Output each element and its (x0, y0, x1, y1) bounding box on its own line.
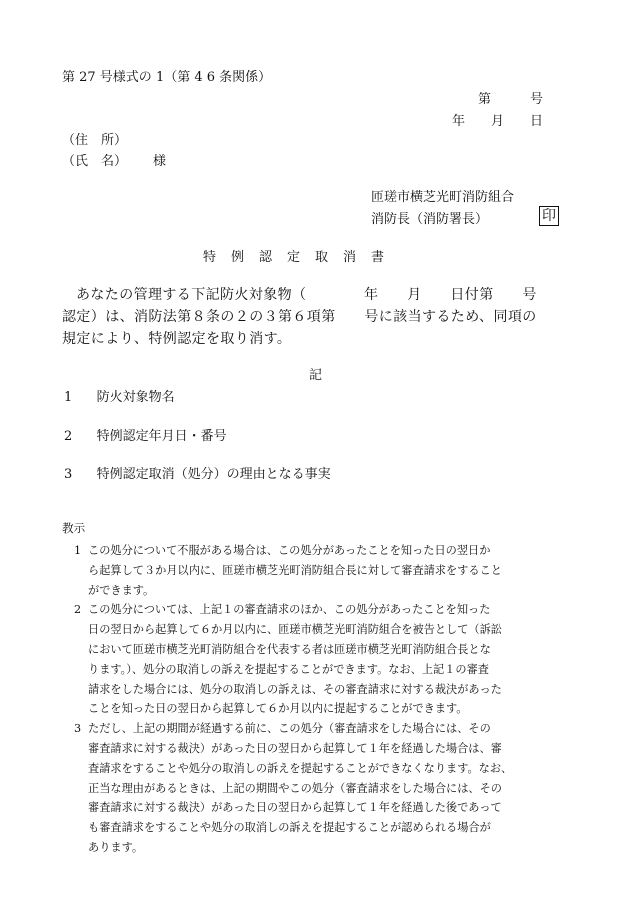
notice-line: 日の翌日から起算して６か月以内に、匝瑳市横芝光町消防組合を被告として（訴訟 (88, 623, 502, 637)
name-label: （氏 名） (62, 154, 128, 169)
notice-line: 正当な理由があるときは、上記の期間やこの処分（審査請求をした場合には、その (88, 781, 502, 795)
item-1 (64, 386, 175, 405)
doc-number: 第 号 (478, 92, 544, 107)
notice-list (62, 541, 562, 858)
notice-line: ります。）、処分の取消しの訴えを提起することができます。なお、上記１の審査 (88, 662, 489, 676)
item-2 (64, 425, 227, 444)
item-3 (64, 463, 331, 482)
notice-heading: 教示 (62, 521, 86, 535)
sender-organization: 匝瑳市横芝光町消防組合 (371, 190, 515, 205)
notice-line: ら起算して３か月以内に、匝瑳市横芝光町消防組合長に対して審査請求をすること (88, 563, 502, 577)
body-paragraph (62, 284, 582, 350)
notice-line: において匝瑳市横芝光町消防組合を代表する者は匝瑳市横芝光町消防組合長とな (88, 642, 491, 656)
address-label: （住 所） (62, 133, 128, 148)
notice-line: ができます。 (88, 583, 155, 597)
notice-line: この処分については、上記１の審査請求のほか、この処分があったことを知った (88, 603, 491, 617)
notice-line: 審査請求に対する裁決）があった日の翌日から起算して１年を経過した場合は、審 (88, 741, 502, 755)
notice-line: ことを知った日の翌日から起算して６か月以内に提起することができます。 (88, 702, 468, 716)
notice-line: この処分について不服がある場合は、この処分があったことを知った日の翌日か (88, 544, 491, 557)
notice-line: 審査請求に対する裁決）があった日の翌日から起算して１年を経過した後であって (88, 801, 502, 815)
notice-line: も審査請求をすることや処分の取消しの訴えを提起することが認められる場合が (88, 821, 491, 835)
item-label: 特例認定年月日・番号 (96, 429, 227, 444)
ki-label: 記 (309, 368, 323, 383)
item-label: 防火対象物名 (96, 390, 175, 405)
body-line: 認定）は、消防法第８条の２の３第６項第 号に該当するため、同項の (62, 309, 537, 325)
notice-line: あります。 (88, 840, 144, 854)
body-line: あなたの管理する下記防火対象物（ 年 月 日付第 号 (76, 287, 537, 303)
seal-label: 印 (539, 206, 559, 226)
notice-entry-3 (62, 719, 562, 858)
issue-date: 年 月 日 (452, 114, 544, 129)
honorific: 様 (153, 154, 167, 169)
notice-number: 3 (74, 722, 82, 736)
sender-title: 消防長（消防署長） (371, 212, 489, 227)
document-title: 特 例 認 定 取 消 書 (203, 250, 386, 265)
notice-line: ただし、上記の期間が経過する前に、この処分（審査請求をした場合には、その (88, 722, 491, 736)
item-label: 特例認定取消（処分）の理由となる事実 (96, 467, 331, 482)
item-number: 2 (64, 429, 73, 444)
notice-line: 査請求をすることや処分の取消しの訴えを提起することができなくなります。なお、 (88, 761, 513, 775)
notice-line: 請求をした場合には、処分の取消しの訴えは、その審査請求に対する裁決があった (88, 682, 502, 696)
seal-mark (539, 205, 559, 226)
notice-number: 1 (74, 544, 82, 557)
body-line: 規定により、特例認定を取り消す。 (62, 331, 292, 347)
form-id: 第 27 号様式の 1（第 4 6 条関係） (62, 70, 272, 85)
notice-entry-2 (62, 600, 562, 719)
item-number: 1 (64, 390, 73, 405)
item-number: 3 (64, 467, 73, 482)
notice-entry-1 (62, 541, 562, 600)
notice-number: 2 (74, 603, 82, 617)
